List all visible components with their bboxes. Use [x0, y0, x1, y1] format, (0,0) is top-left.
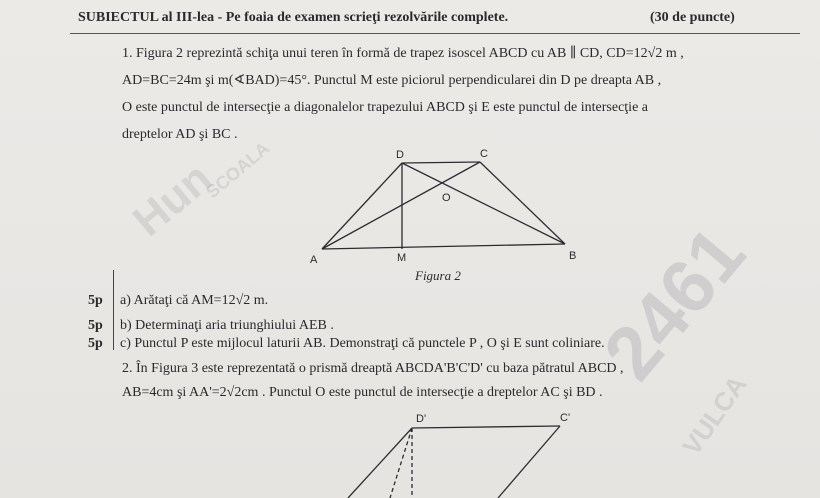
side-bc [480, 162, 565, 244]
problem-2-line-1: 2. În Figura 3 este reprezentată o prismă dreaptă ABCDA'B'C'D' cu baza pătratul ABCD , [122, 361, 624, 376]
label-c-prime: C' [560, 412, 571, 424]
edge-c1-b1 [498, 426, 560, 498]
watermark-text: SCOALA [202, 138, 274, 203]
side-ab [322, 244, 565, 249]
diagonal-ac [322, 162, 480, 249]
header-divider [70, 33, 800, 34]
label-d: D [396, 149, 404, 161]
figure-2-caption: Figura 2 [415, 268, 461, 283]
watermark-text: VULCA [676, 369, 753, 461]
section-points: (30 de puncte) [650, 10, 735, 25]
watermark-number: 2461 [587, 211, 762, 396]
subitem-c-text: c) Punctul P este mijlocul laturii AB. Demonstraţi că punctele P , O şi E sunt coliniare. [120, 336, 605, 351]
subitem-b-points: 5p [88, 318, 103, 333]
edge-d1-c1 [412, 426, 560, 428]
label-o: O [442, 192, 451, 204]
problem-1-line-3: O este punctul de intersecţie a diagonalelor trapezului ABCD şi E este punctul de intersecţie a [122, 100, 648, 115]
subitem-a-points: 5p [88, 293, 103, 308]
subitem-b-text: b) Determinaţi aria triunghiului AEB . [120, 318, 334, 333]
diagonal-bd [402, 163, 565, 244]
problem-1-line-1: 1. Figura 2 reprezintă schiţa unui teren în formă de trapez isoscel ABCD cu AB ∥ CD, CD=12√2 m , [122, 46, 684, 61]
section-title: SUBIECTUL al III-lea - Pe foaia de examen scrieţi rezolvările complete. [78, 10, 509, 25]
points-column-divider [113, 270, 114, 350]
problem-1-line-4: dreptelor AD şi BC . [122, 127, 238, 142]
figure-2-trapezoid [300, 145, 600, 285]
subitem-a-text: a) Arătaţi că AM=12√2 m. [120, 293, 269, 308]
label-c: C [480, 148, 488, 160]
label-b: B [569, 250, 577, 262]
problem-2-line-2: AB=4cm şi AA'=2√2cm . Punctul O este punctul de intersecţie a dreptelor AC şi BD . [122, 385, 603, 400]
hidden-edge [390, 428, 412, 498]
side-cd [402, 162, 480, 163]
watermark-text: Hun [123, 153, 221, 246]
problem-1-line-2: AD=BC=24m şi m(∢BAD)=45°. Punctul M este piciorul perpendicularei din D pe dreapta AB , [122, 73, 662, 88]
subitem-c-points: 5p [88, 336, 103, 351]
side-ad [322, 163, 402, 249]
label-d-prime: D' [416, 413, 427, 425]
label-m: M [397, 252, 407, 264]
figure-3-prism [330, 410, 590, 498]
label-a: A [310, 254, 318, 266]
edge-d1-a1 [348, 428, 412, 498]
